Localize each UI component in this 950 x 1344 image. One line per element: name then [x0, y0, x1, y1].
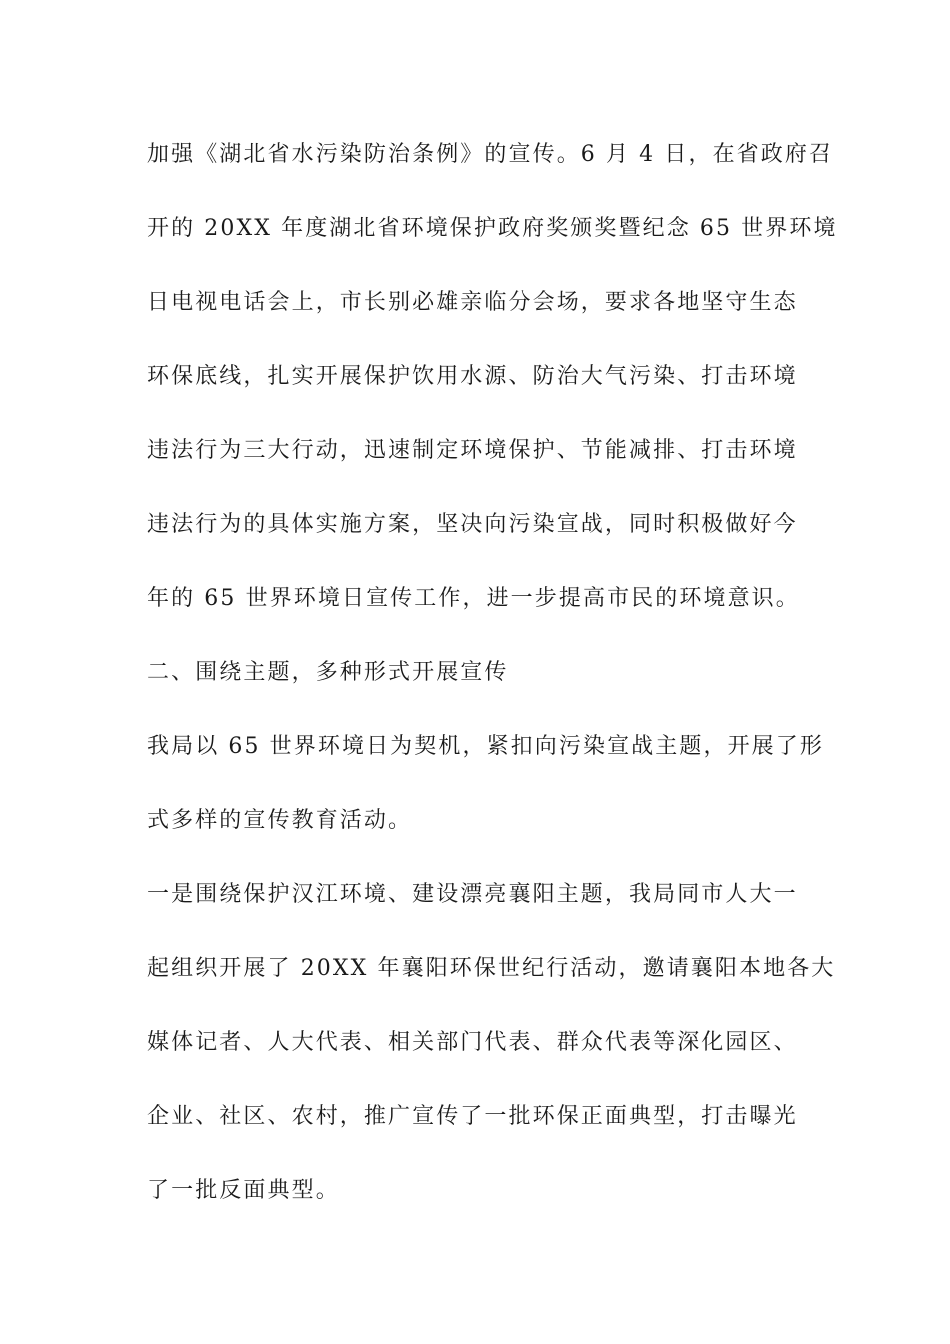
text-line: 违法行为三大行动，迅速制定环境保护、节能减排、打击环境: [147, 438, 798, 463]
text-line: 违法行为的具体实施方案，坚决向污染宣战，同时积极做好今: [147, 512, 798, 537]
paragraph-environment-day-theme: [147, 710, 824, 858]
text-line: 一是围绕保护汉江环境、建设漂亮襄阳主题，我局同市人大一: [147, 882, 798, 907]
text-line: 媒体记者、人大代表、相关部门代表、群众代表等深化园区、: [147, 1030, 798, 1055]
text-line: 了一批反面典型。: [147, 1178, 340, 1203]
text-line: 日电视电话会上，市长别必雄亲临分会场，要求各地坚守生态: [147, 290, 798, 315]
text-line: 开的 20XX 年度湖北省环境保护政府奖颁奖暨纪念 65 世界环境: [147, 216, 838, 241]
paragraph-hanjiang-activity: [147, 858, 836, 1228]
text-line: 加强《湖北省水污染防治条例》的宣传。6 月 4 日，在省政府召: [147, 142, 834, 167]
text-line: 环保底线，扎实开展保护饮用水源、防治大气污染、打击环境: [147, 364, 798, 389]
text-line: 式多样的宣传教育活动。: [147, 808, 413, 833]
text-line: 起组织开展了 20XX 年襄阳环保世纪行活动，邀请襄阳本地各大: [147, 956, 836, 981]
section-heading: [147, 636, 807, 710]
text-line: 年的 65 世界环境日宣传工作，进一步提高市民的环境意识。: [147, 586, 800, 611]
paragraph-environment-law-publicity: [147, 118, 838, 636]
text-line: 我局以 65 世界环境日为契机，紧扣向污染宣战主题，开展了形: [147, 734, 824, 759]
section-heading-text: 二、围绕主题，多种形式开展宣传: [147, 660, 509, 685]
text-line: 企业、社区、农村，推广宣传了一批环保正面典型，打击曝光: [147, 1104, 798, 1129]
